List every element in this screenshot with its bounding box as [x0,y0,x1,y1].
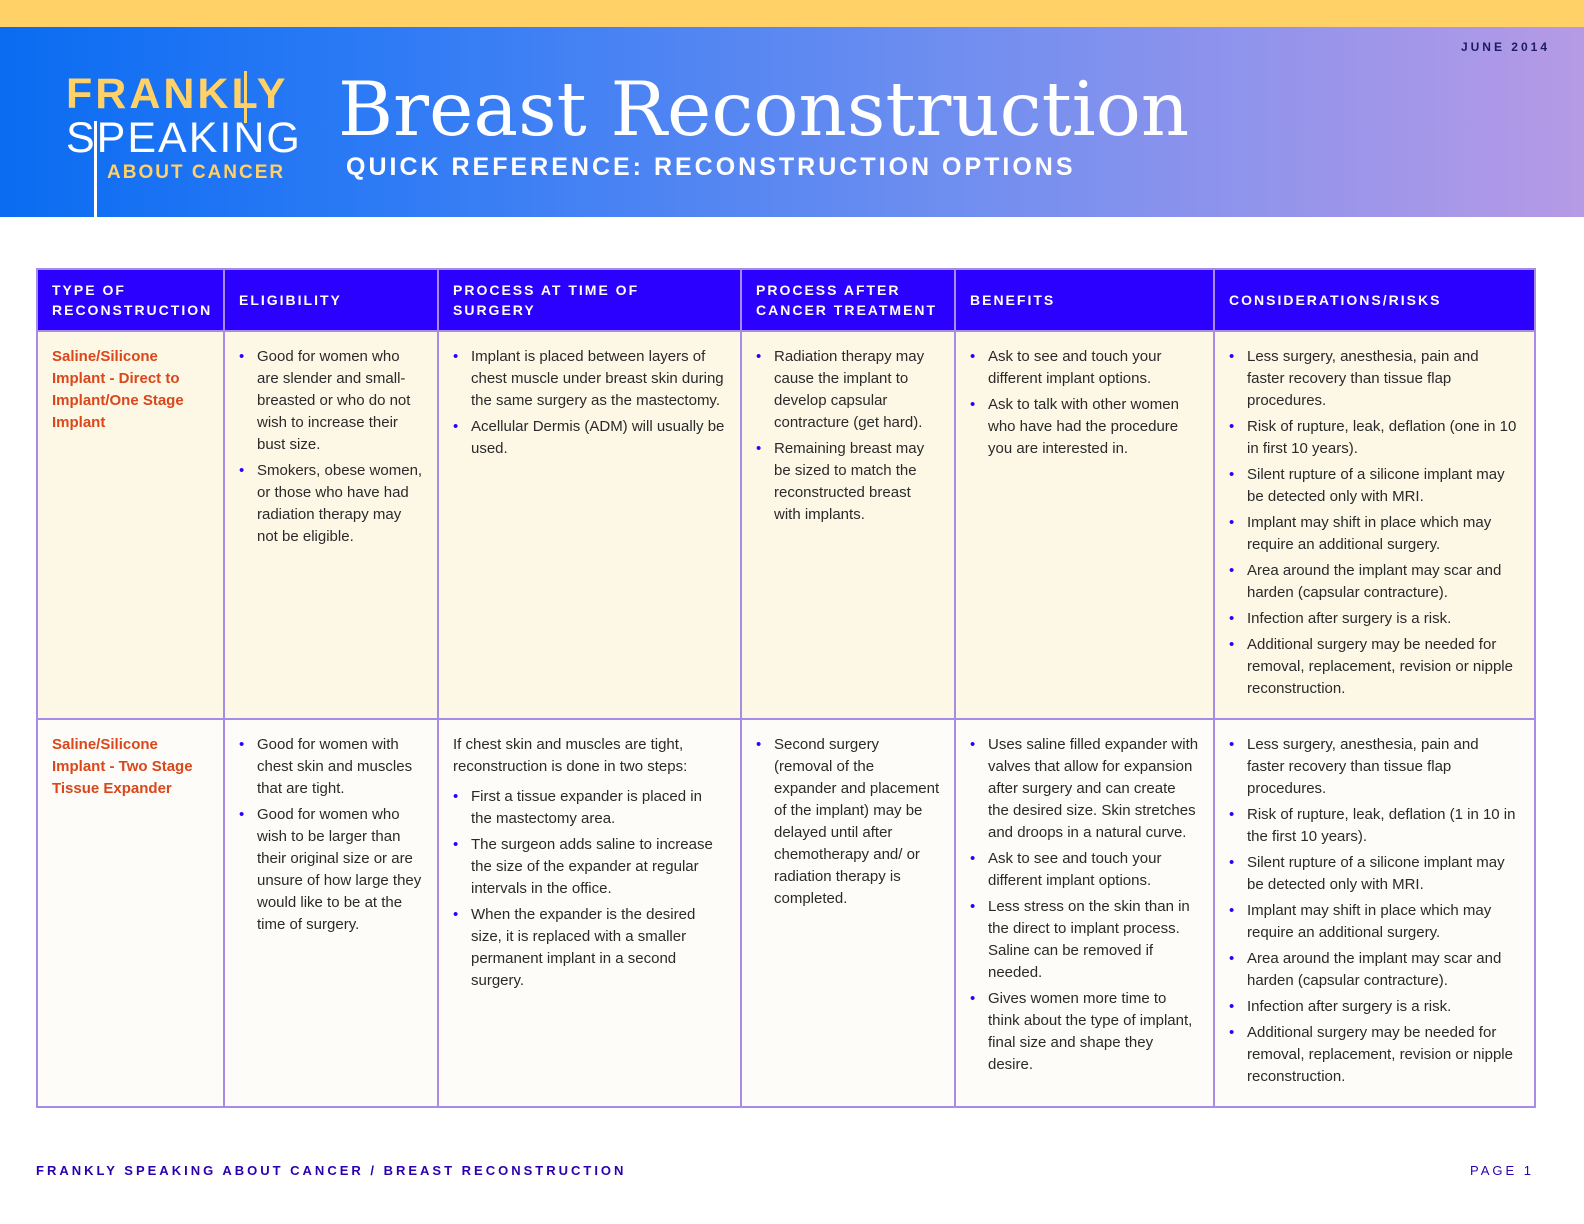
reconstruction-type: Saline/Silicone Implant - Direct to Implant/One Stage Implant [52,348,184,431]
list-item: • Implant may shift in place which may require an additional surgery. [1229,900,1520,944]
cell-benefits [955,331,1214,719]
list-item: • Gives women more time to think about the type of implant, final size and shape they desire. [970,988,1199,1076]
logo-line-speaking: SPEAKING [66,114,302,162]
list-item: • First a tissue expander is placed in the mastectomy area. [453,786,726,830]
header-process-after: PROCESS AFTER CANCER TREATMENT [741,269,955,331]
list-item: • Risk of rupture, leak, deflation (1 in 10 in the first 10 years). [1229,804,1520,848]
cell-process-after [741,331,955,719]
list-item: • Remaining breast may be sized to match the reconstructed breast with implants. [756,438,940,526]
cell-risks [1214,331,1535,719]
surgery-intro: If chest skin and muscles are tight, reconstruction is done in two steps: [453,736,688,775]
list-item: • Infection after surgery is a risk. [1229,608,1520,630]
list-item: • Implant is placed between layers of chest muscle under breast skin during the same surgery as the mastectomy. [453,346,726,412]
header-risks: CONSIDERATIONS/RISKS [1214,269,1535,331]
cell-process-surgery [438,719,741,1107]
cell-eligibility [224,331,438,719]
logo-line-about-cancer: ABOUT CANCER [107,162,286,183]
header-benefits: BENEFITS [955,269,1214,331]
top-accent-strip [0,0,1584,27]
header-type: TYPE OF RECONSTRUCTION [37,269,224,331]
cell-eligibility [224,719,438,1107]
reconstruction-options-table [36,268,1536,1108]
logo-line-frankly: FRANKLY [66,70,289,118]
cell-process-surgery [438,331,741,719]
list-item: • When the expander is the desired size, it is replaced with a smaller permanent implant in a second surgery. [453,904,726,992]
list-item: • Area around the implant may scar and harden (capsular contracture). [1229,948,1520,992]
header-eligibility: ELIGIBILITY [224,269,438,331]
page-title: Breast Reconstruction [338,65,1190,153]
list-item: • Second surgery (removal of the expander and placement of the implant) may be delayed until after chemotherapy and/ or radiation therapy is completed. [756,734,940,910]
list-item: • Acellular Dermis (ADM) will usually be used. [453,416,726,460]
table-header-row [37,269,1535,331]
list-item: • Ask to see and touch your different implant options. [970,848,1199,892]
list-item: • Additional surgery may be needed for removal, replacement, revision or nipple reconstruction. [1229,634,1520,700]
list-item: • Silent rupture of a silicone implant may be detected only with MRI. [1229,852,1520,896]
footer-publication: FRANKLY SPEAKING ABOUT CANCER / BREAST RECONSTRUCTION [36,1163,627,1178]
list-item: • The surgeon adds saline to increase the size of the expander at regular intervals in the office. [453,834,726,900]
list-item: • Good for women with chest skin and muscles that are tight. [239,734,423,800]
list-item: • Silent rupture of a silicone implant may be detected only with MRI. [1229,464,1520,508]
list-item: • Implant may shift in place which may require an additional surgery. [1229,512,1520,556]
cell-process-after [741,719,955,1107]
reconstruction-type: Saline/Silicone Implant - Two Stage Tissue Expander [52,736,193,797]
list-item: • Good for women who are slender and small-breasted or who do not wish to increase their bust size. [239,346,423,456]
list-item: • Additional surgery may be needed for removal, replacement, revision or nipple reconstruction. [1229,1022,1520,1088]
list-item: • Radiation therapy may cause the implant to develop capsular contracture (get hard). [756,346,940,434]
cell-type [37,331,224,719]
list-item: • Less stress on the skin than in the direct to implant process. Saline can be removed if needed. [970,896,1199,984]
cell-benefits [955,719,1214,1107]
frankly-speaking-logo [66,71,306,201]
table-row [37,331,1535,719]
list-item: • Less surgery, anesthesia, pain and faster recovery than tissue flap procedures. [1229,734,1520,800]
list-item: • Risk of rupture, leak, deflation (one in 10 in first 10 years). [1229,416,1520,460]
header-process-surgery: PROCESS AT TIME OF SURGERY [438,269,741,331]
page-subtitle: QUICK REFERENCE: RECONSTRUCTION OPTIONS [346,153,1076,181]
footer-page-number: PAGE 1 [1469,1163,1534,1178]
list-item: • Area around the implant may scar and harden (capsular contracture). [1229,560,1520,604]
list-item: • Uses saline filled expander with valves that allow for expansion after surgery and can create the desired size. Skin stretches and droops in a natural curve. [970,734,1199,844]
issue-date: JUNE 2014 [1460,40,1550,54]
table-row [37,719,1535,1107]
page-header [0,27,1584,217]
list-item: • Ask to talk with other women who have had the procedure you are interested in. [970,394,1199,460]
list-item: • Smokers, obese women, or those who have had radiation therapy may not be eligible. [239,460,423,548]
list-item: • Less surgery, anesthesia, pain and faster recovery than tissue flap procedures. [1229,346,1520,412]
list-item: • Good for women who wish to be larger than their original size or are unsure of how large they would like to be at the time of surgery. [239,804,423,936]
list-item: • Ask to see and touch your different implant options. [970,346,1199,390]
cell-risks [1214,719,1535,1107]
cell-type [37,719,224,1107]
list-item: • Infection after surgery is a risk. [1229,996,1520,1018]
